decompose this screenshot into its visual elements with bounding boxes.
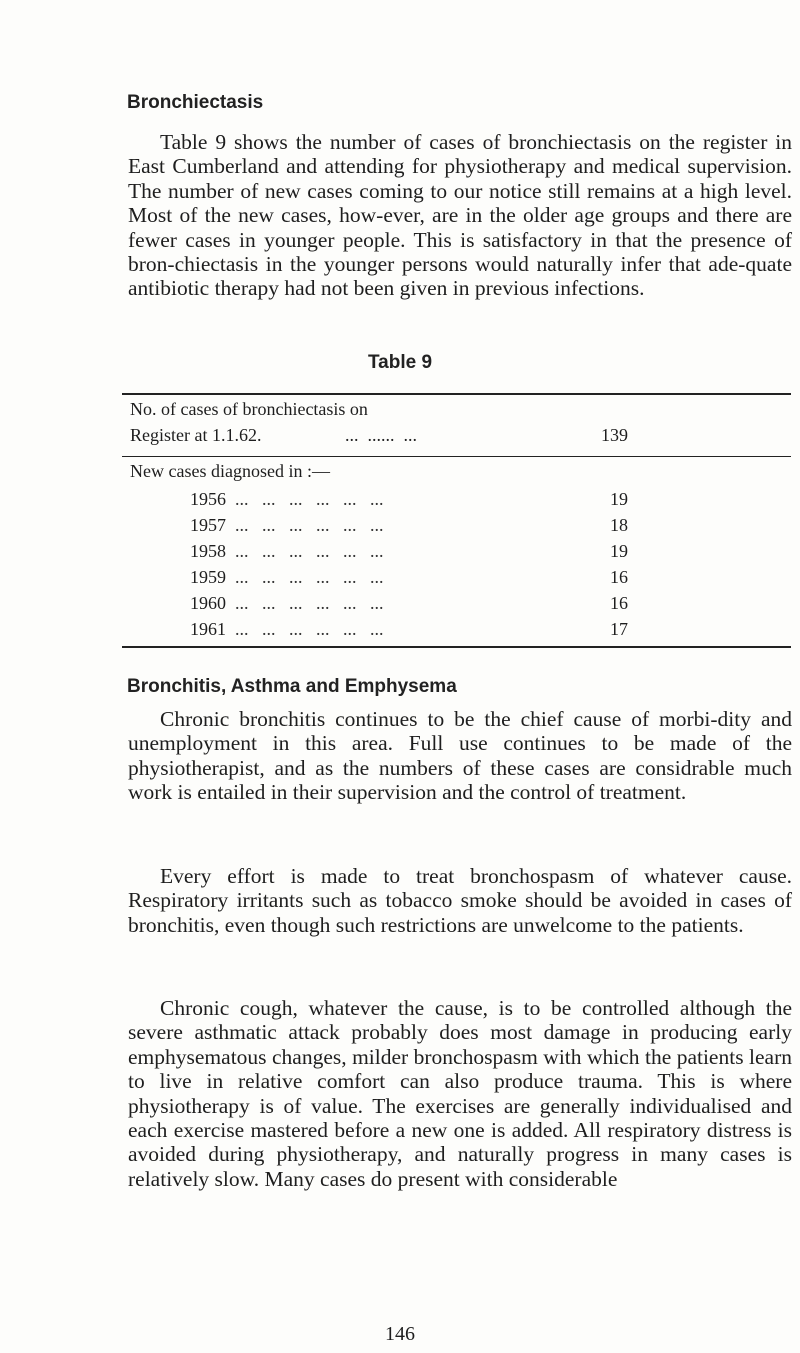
table-title: Table 9 (367, 352, 433, 373)
register-label-line1: No. of cases of bronchiectasis on (130, 399, 368, 419)
bronchitis-paragraph-1: Chronic bronchitis continues to be the chief cause of morbi-dity and unemployment in this area. Full use continues to be made of the physiotherapist, and as the numbers of these cases are considrable much work is entailed in their supervision and the control of treatment. (128, 707, 792, 805)
section-heading-bronchiectasis: Bronchiectasis (127, 92, 264, 113)
table-mid-rule (122, 456, 791, 457)
table-row-year: 1959 ... ... ... ... ... ... (190, 567, 384, 587)
table-row-value: 19 (610, 489, 628, 509)
table-row-year: 1961 ... ... ... ... ... ... (190, 619, 384, 639)
table-row-year: 1957 ... ... ... ... ... ... (190, 515, 384, 535)
bronchitis-paragraph-3: Chronic cough, whatever the cause, is to be controlled although the severe asthmatic attack probably does most damage in producing early emphysematous changes, milder bronchospasm with which the patients learn to live in relative comfort can also produce trauma. This is where physiotherapy is of value. The exercises are generally individualised and each exercise mastered before a new one is added. All respiratory distress is avoided during physiotherapy, and naturally progress in many cases is relatively slow. Many cases do present with considerable (128, 996, 792, 1191)
table-row-value: 18 (610, 515, 628, 535)
new-cases-label: New cases diagnosed in :— (130, 461, 330, 481)
table-top-rule (122, 393, 791, 395)
table-row-value: 16 (610, 593, 628, 613)
register-value: 139 (601, 425, 628, 445)
section-heading-bronchitis: Bronchitis, Asthma and Emphysema (127, 676, 457, 697)
table-row-year: 1960 ... ... ... ... ... ... (190, 593, 384, 613)
table-row-year: 1956 ... ... ... ... ... ... (190, 489, 384, 509)
bronchiectasis-paragraph: Table 9 shows the number of cases of bronchiectasis on the register in East Cumberland and attending for physiotherapy and medical supervision. The number of new cases coming to our notice still remains at a high level. Most of the new cases, how-ever, are in the older age groups and there are fewer cases in younger people. This is satisfactory in that the presence of bron-chiectasis in the younger persons would naturally infer that ade-quate antibiotic therapy had not been given in previous infections. (128, 130, 792, 301)
table-bottom-rule (122, 646, 791, 648)
page-number: 146 (385, 1323, 415, 1345)
table-row-value: 17 (610, 619, 628, 639)
table-row-value: 19 (610, 541, 628, 561)
table-row-value: 16 (610, 567, 628, 587)
bronchitis-paragraph-2: Every effort is made to treat bronchospasm of whatever cause. Respiratory irritants such as tobacco smoke should be avoided in cases of bronchitis, even though such restrictions are unwelcome to the patients. (128, 864, 792, 937)
register-dots: ... ...... ... (345, 425, 417, 445)
register-label-line2: Register at 1.1.62. (130, 425, 262, 445)
table-row-year: 1958 ... ... ... ... ... ... (190, 541, 384, 561)
